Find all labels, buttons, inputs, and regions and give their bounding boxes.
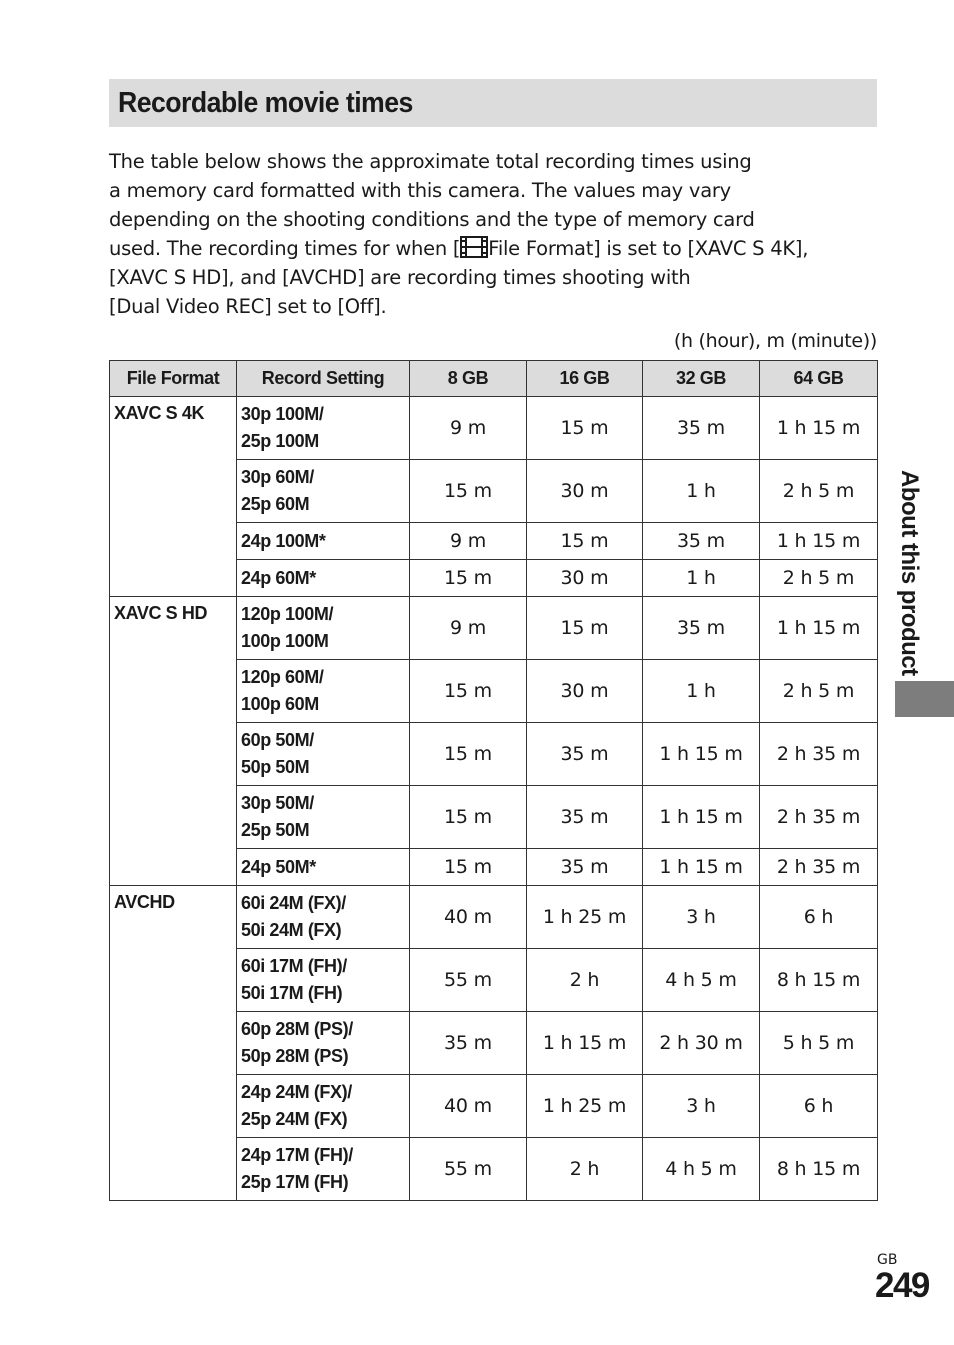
recording-time-cell: 1 h 15 m (527, 1012, 643, 1075)
recording-time-cell: 1 h 15 m (760, 523, 878, 560)
recording-time-cell: 30 m (527, 460, 643, 523)
record-setting-line: 24p 100M* (241, 530, 326, 551)
intro-line (109, 234, 879, 263)
recording-time-cell: 15 m (410, 560, 527, 597)
column-header: 8 GB (410, 361, 527, 397)
record-setting-line: 24p 24M (FX)/ (241, 1082, 352, 1102)
intro-line-suffix: File Format] is set to [XAVC S 4K], (488, 237, 809, 260)
recording-time-cell: 15 m (527, 523, 643, 560)
file-format-cell: AVCHD (110, 886, 237, 1201)
intro-line: The table below shows the approximate total recording times using (109, 150, 752, 173)
record-setting-cell (237, 460, 410, 523)
recording-time-cell: 2 h (527, 1138, 643, 1201)
record-setting-line: 60p 28M (PS)/ (241, 1019, 353, 1039)
recording-time-cell: 1 h (643, 560, 760, 597)
recording-time-cell: 30 m (527, 560, 643, 597)
recording-time-cell: 2 h 5 m (760, 460, 878, 523)
side-label-text: About this product (896, 470, 923, 676)
recording-time-cell: 9 m (410, 397, 527, 460)
recording-time-cell: 15 m (410, 786, 527, 849)
movie-film-icon (460, 236, 488, 258)
intro-line: [Dual Video REC] set to [Off]. (109, 295, 387, 318)
record-setting-line: 30p 100M/ (241, 404, 324, 424)
recording-time-cell: 15 m (410, 460, 527, 523)
table-row (110, 597, 878, 660)
recording-time-cell: 2 h 30 m (643, 1012, 760, 1075)
record-setting-line: 60i 17M (FH)/ (241, 956, 347, 976)
record-setting-line: 24p 60M* (241, 567, 316, 588)
recording-time-cell: 55 m (410, 1138, 527, 1201)
recording-time-cell: 2 h 5 m (760, 660, 878, 723)
record-setting-line: 50i 24M (FX) (241, 920, 342, 940)
table-header-row (110, 361, 878, 397)
record-setting-line: 100p 100M (241, 631, 329, 651)
recording-time-cell: 1 h (643, 660, 760, 723)
recording-time-cell: 3 h (643, 886, 760, 949)
table-body (110, 397, 878, 1201)
region-code: GB (877, 1252, 898, 1268)
record-setting-cell (237, 1138, 410, 1201)
recording-time-cell: 5 h 5 m (760, 1012, 878, 1075)
record-setting-line: 25p 60M (241, 494, 310, 514)
column-header: File Format (110, 361, 237, 397)
record-setting-line: 24p 50M* (241, 856, 316, 877)
page-number: 249 (875, 1266, 929, 1305)
recording-time-cell: 6 h (760, 886, 878, 949)
recording-time-cell: 15 m (410, 660, 527, 723)
recording-time-cell: 9 m (410, 523, 527, 560)
record-setting-cell (237, 886, 410, 949)
column-header: 32 GB (643, 361, 760, 397)
recording-time-cell: 15 m (527, 397, 643, 460)
record-setting-cell (237, 660, 410, 723)
record-setting-line: 50p 28M (PS) (241, 1046, 349, 1066)
intro-line: [XAVC S HD], and [AVCHD] are recording times shooting with (109, 266, 691, 289)
record-setting-cell (237, 849, 410, 886)
recording-time-cell: 1 h 15 m (643, 723, 760, 786)
recording-time-cell: 30 m (527, 660, 643, 723)
intro-paragraph (109, 147, 879, 321)
recording-time-cell: 3 h (643, 1075, 760, 1138)
record-setting-line: 50i 17M (FH) (241, 983, 343, 1003)
file-format-cell: XAVC S HD (110, 597, 237, 886)
record-setting-line: 30p 50M/ (241, 793, 314, 813)
record-setting-line: 25p 24M (FX) (241, 1109, 348, 1129)
recording-time-cell: 1 h 15 m (760, 397, 878, 460)
recording-time-cell: 35 m (643, 597, 760, 660)
table-row (110, 397, 878, 460)
recording-time-cell: 2 h 35 m (760, 723, 878, 786)
recording-time-cell: 1 h 15 m (760, 597, 878, 660)
recording-time-cell: 35 m (643, 523, 760, 560)
record-setting-cell (237, 1012, 410, 1075)
intro-line: a memory card formatted with this camera. The values may vary (109, 179, 731, 202)
page-title: Recordable movie times (118, 87, 413, 119)
recording-time-cell: 1 h 15 m (643, 849, 760, 886)
recording-times-table (109, 360, 878, 1201)
recording-time-cell: 6 h (760, 1075, 878, 1138)
recording-time-cell: 1 h 25 m (527, 886, 643, 949)
column-header: 64 GB (760, 361, 878, 397)
record-setting-line: 25p 17M (FH) (241, 1172, 349, 1192)
recording-time-cell: 15 m (410, 849, 527, 886)
recording-time-cell: 1 h (643, 460, 760, 523)
record-setting-line: 30p 60M/ (241, 467, 314, 487)
recording-time-cell: 2 h 35 m (760, 786, 878, 849)
title-bar (109, 79, 877, 127)
record-setting-cell (237, 723, 410, 786)
recording-time-cell: 35 m (527, 723, 643, 786)
table-row (110, 886, 878, 949)
record-setting-line: 25p 100M (241, 431, 319, 451)
section-side-label (895, 470, 925, 676)
record-setting-line: 60i 24M (FX)/ (241, 893, 346, 913)
recording-time-cell: 15 m (527, 597, 643, 660)
record-setting-line: 100p 60M (241, 694, 319, 714)
record-setting-line: 120p 100M/ (241, 604, 334, 624)
record-setting-line: 50p 50M (241, 757, 310, 777)
record-setting-cell (237, 560, 410, 597)
record-setting-cell (237, 1075, 410, 1138)
record-setting-cell (237, 786, 410, 849)
recording-time-cell: 35 m (527, 849, 643, 886)
recording-time-cell: 55 m (410, 949, 527, 1012)
recording-time-cell: 4 h 5 m (643, 949, 760, 1012)
recording-time-cell: 1 h 15 m (643, 786, 760, 849)
recording-time-cell: 2 h (527, 949, 643, 1012)
record-setting-line: 60p 50M/ (241, 730, 314, 750)
recording-time-cell: 40 m (410, 1075, 527, 1138)
file-format-cell: XAVC S 4K (110, 397, 237, 597)
recording-time-cell: 9 m (410, 597, 527, 660)
recording-time-cell: 8 h 15 m (760, 1138, 878, 1201)
recording-time-cell: 1 h 25 m (527, 1075, 643, 1138)
record-setting-cell (237, 397, 410, 460)
column-header: 16 GB (527, 361, 643, 397)
recording-time-cell: 35 m (643, 397, 760, 460)
recording-time-cell: 15 m (410, 723, 527, 786)
intro-line-prefix: used. The recording times for when [ (109, 237, 461, 260)
record-setting-line: 120p 60M/ (241, 667, 324, 687)
intro-line: depending on the shooting conditions and the type of memory card (109, 208, 755, 231)
recording-time-cell: 4 h 5 m (643, 1138, 760, 1201)
record-setting-cell (237, 597, 410, 660)
column-header: Record Setting (237, 361, 410, 397)
recording-time-cell: 40 m (410, 886, 527, 949)
record-setting-line: 24p 17M (FH)/ (241, 1145, 353, 1165)
record-setting-cell (237, 949, 410, 1012)
record-setting-line: 25p 50M (241, 820, 310, 840)
record-setting-cell (237, 523, 410, 560)
section-tab-marker (895, 681, 954, 717)
recording-time-cell: 35 m (410, 1012, 527, 1075)
recording-time-cell: 8 h 15 m (760, 949, 878, 1012)
recording-time-cell: 2 h 5 m (760, 560, 878, 597)
units-note: (h (hour), m (minute)) (673, 330, 877, 352)
recording-time-cell: 35 m (527, 786, 643, 849)
recording-time-cell: 2 h 35 m (760, 849, 878, 886)
